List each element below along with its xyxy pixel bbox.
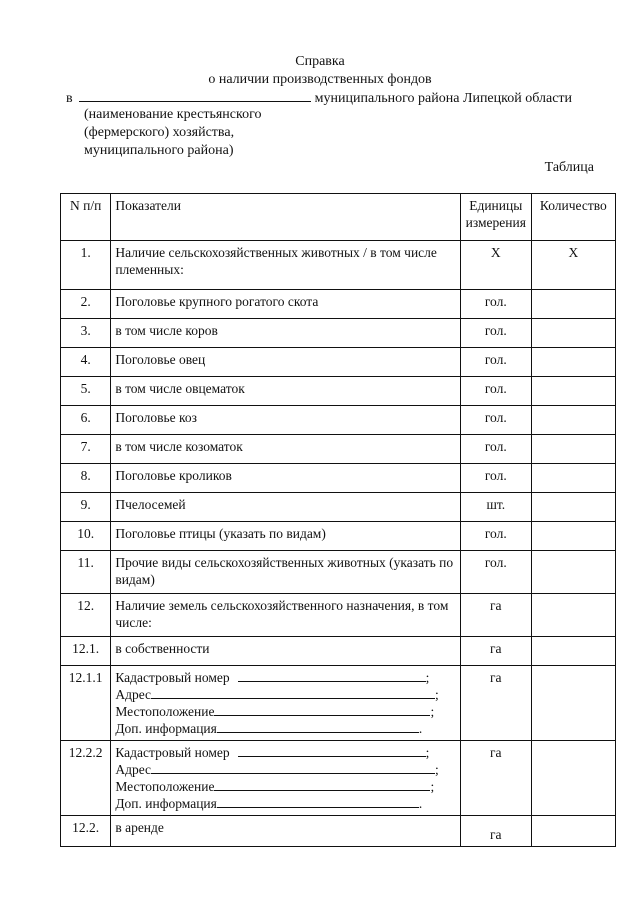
row-unit: га bbox=[460, 637, 531, 666]
row-number: 5. bbox=[61, 377, 111, 406]
row-indicator: Наличие земель сельскохозяйственного назначения, в том числе: bbox=[111, 594, 461, 637]
plot-location-line bbox=[115, 703, 456, 720]
plot-cadastral-line bbox=[115, 669, 456, 686]
plot-address-blank[interactable] bbox=[151, 686, 435, 699]
row-unit: гол. bbox=[460, 377, 531, 406]
row-unit: гол. bbox=[460, 348, 531, 377]
row-unit: гол. bbox=[460, 464, 531, 493]
row-quantity[interactable] bbox=[531, 348, 615, 377]
punctuation: . bbox=[418, 721, 423, 736]
row-quantity[interactable] bbox=[531, 435, 615, 464]
row-quantity[interactable] bbox=[531, 290, 615, 319]
punctuation: ; bbox=[425, 670, 430, 685]
row-number: 12.2.2 bbox=[61, 741, 111, 816]
row-indicator: в том числе овцематок bbox=[111, 377, 461, 406]
row-number: 12.1. bbox=[61, 637, 111, 666]
table-row bbox=[61, 319, 616, 348]
row-quantity[interactable] bbox=[531, 377, 615, 406]
row-indicator: в собственности bbox=[111, 637, 461, 666]
region-label: муниципального района Липецкой области bbox=[314, 91, 573, 106]
punctuation: ; bbox=[425, 745, 430, 760]
prefix-label: в bbox=[66, 91, 73, 106]
hint-line-3: муниципального района) bbox=[84, 143, 234, 158]
hint-line-2: (фермерского) хозяйства, bbox=[84, 125, 235, 140]
row-quantity[interactable] bbox=[531, 551, 615, 594]
row-number: 12.1.1 bbox=[61, 666, 111, 741]
row-number: 6. bbox=[61, 406, 111, 435]
row-quantity[interactable] bbox=[531, 594, 615, 637]
row-number: 7. bbox=[61, 435, 111, 464]
row-quantity[interactable] bbox=[531, 464, 615, 493]
plot-address-line bbox=[115, 686, 456, 703]
plot-location-blank[interactable] bbox=[214, 778, 430, 791]
table-row bbox=[61, 464, 616, 493]
plot-extra-blank[interactable] bbox=[217, 720, 419, 733]
table-row bbox=[61, 493, 616, 522]
table-row bbox=[61, 406, 616, 435]
row-number: 1. bbox=[61, 241, 111, 290]
row-indicator: Пчелосемей bbox=[111, 493, 461, 522]
row-number: 4. bbox=[61, 348, 111, 377]
plot-extra-blank[interactable] bbox=[217, 795, 419, 808]
plot-detail-row bbox=[61, 741, 616, 816]
plot-detail-row bbox=[61, 666, 616, 741]
plot-extra-line bbox=[115, 720, 456, 737]
row-unit: Х bbox=[460, 241, 531, 290]
table-row bbox=[61, 377, 616, 406]
table-header-row bbox=[61, 194, 616, 241]
plot-cadastral-line bbox=[115, 744, 456, 761]
hint-line-1: (наименование крестьянского bbox=[84, 107, 262, 122]
table-body bbox=[61, 241, 616, 847]
table-row bbox=[61, 551, 616, 594]
row-indicator: в аренде bbox=[111, 816, 461, 847]
row-number: 12.2. bbox=[61, 816, 111, 847]
plot-address-label: Адрес bbox=[115, 762, 152, 777]
funds-table bbox=[60, 193, 616, 847]
table-row bbox=[61, 290, 616, 319]
header-indicator: Показатели bbox=[111, 194, 461, 241]
row-unit: га bbox=[460, 666, 531, 741]
row-unit: гол. bbox=[460, 406, 531, 435]
row-unit: шт. bbox=[460, 493, 531, 522]
row-indicator: в том числе козоматок bbox=[111, 435, 461, 464]
table-row bbox=[61, 637, 616, 666]
farm-name-line bbox=[66, 89, 572, 107]
farm-name-blank[interactable] bbox=[79, 89, 311, 102]
table-row bbox=[61, 522, 616, 551]
row-number: 12. bbox=[61, 594, 111, 637]
plot-detail-fields bbox=[111, 666, 461, 741]
row-indicator: в том числе коров bbox=[111, 319, 461, 348]
plot-cadastral-blank[interactable] bbox=[238, 669, 426, 682]
plot-detail-fields bbox=[111, 741, 461, 816]
row-number: 3. bbox=[61, 319, 111, 348]
header-qty: Количество bbox=[531, 194, 615, 241]
header-no: N п/п bbox=[61, 194, 111, 241]
plot-cadastral-label: Кадастровый номер bbox=[115, 670, 230, 685]
row-quantity[interactable] bbox=[531, 522, 615, 551]
row-number: 10. bbox=[61, 522, 111, 551]
row-quantity[interactable] bbox=[531, 493, 615, 522]
row-indicator: Поголовье крупного рогатого скота bbox=[111, 290, 461, 319]
punctuation: ; bbox=[430, 704, 435, 719]
plot-extra-line bbox=[115, 795, 456, 812]
row-unit: гол. bbox=[460, 551, 531, 594]
row-number: 9. bbox=[61, 493, 111, 522]
row-quantity[interactable] bbox=[531, 741, 615, 816]
row-indicator: Поголовье кроликов bbox=[111, 464, 461, 493]
plot-address-line bbox=[115, 761, 456, 778]
row-quantity[interactable] bbox=[531, 319, 615, 348]
punctuation: ; bbox=[435, 687, 439, 702]
plot-location-label: Местоположение bbox=[115, 704, 215, 719]
row-number: 11. bbox=[61, 551, 111, 594]
row-quantity[interactable]: Х bbox=[531, 241, 615, 290]
table-row bbox=[61, 435, 616, 464]
header-unit: Единицы измерения bbox=[460, 194, 531, 241]
plot-extra-label: Доп. информация bbox=[115, 796, 217, 811]
doc-title: Справка bbox=[295, 54, 345, 69]
farm-name-hint bbox=[84, 106, 261, 160]
punctuation: ; bbox=[430, 779, 435, 794]
punctuation: . bbox=[418, 796, 423, 811]
plot-cadastral-label: Кадастровый номер bbox=[115, 745, 230, 760]
plot-address-blank[interactable] bbox=[151, 761, 435, 774]
row-unit: гол. bbox=[460, 522, 531, 551]
row-unit: гол. bbox=[460, 435, 531, 464]
plot-location-label: Местоположение bbox=[115, 779, 215, 794]
row-number: 8. bbox=[61, 464, 111, 493]
plot-cadastral-blank[interactable] bbox=[238, 744, 426, 757]
row-indicator: Поголовье птицы (указать по видам) bbox=[111, 522, 461, 551]
table-row bbox=[61, 816, 616, 847]
table-row bbox=[61, 348, 616, 377]
row-quantity[interactable] bbox=[531, 816, 615, 847]
plot-location-line bbox=[115, 778, 456, 795]
doc-subtitle: о наличии производственных фондов bbox=[208, 72, 432, 87]
row-quantity[interactable] bbox=[531, 637, 615, 666]
table-label: Таблица bbox=[544, 160, 594, 175]
row-unit: га bbox=[460, 816, 531, 847]
row-quantity[interactable] bbox=[531, 406, 615, 435]
row-indicator: Поголовье овец bbox=[111, 348, 461, 377]
row-unit: гол. bbox=[460, 290, 531, 319]
row-number: 2. bbox=[61, 290, 111, 319]
plot-address-label: Адрес bbox=[115, 687, 152, 702]
row-indicator: Прочие виды сельскохозяйственных животных (указать по видам) bbox=[111, 551, 461, 594]
table-row bbox=[61, 241, 616, 290]
row-indicator: Поголовье коз bbox=[111, 406, 461, 435]
row-unit: га bbox=[460, 594, 531, 637]
row-indicator: Наличие сельскохозяйственных животных / в том числе племенных: bbox=[111, 241, 461, 290]
table-row bbox=[61, 594, 616, 637]
punctuation: ; bbox=[435, 762, 439, 777]
row-quantity[interactable] bbox=[531, 666, 615, 741]
plot-location-blank[interactable] bbox=[214, 703, 430, 716]
plot-extra-label: Доп. информация bbox=[115, 721, 217, 736]
row-unit: га bbox=[460, 741, 531, 816]
row-unit: гол. bbox=[460, 319, 531, 348]
